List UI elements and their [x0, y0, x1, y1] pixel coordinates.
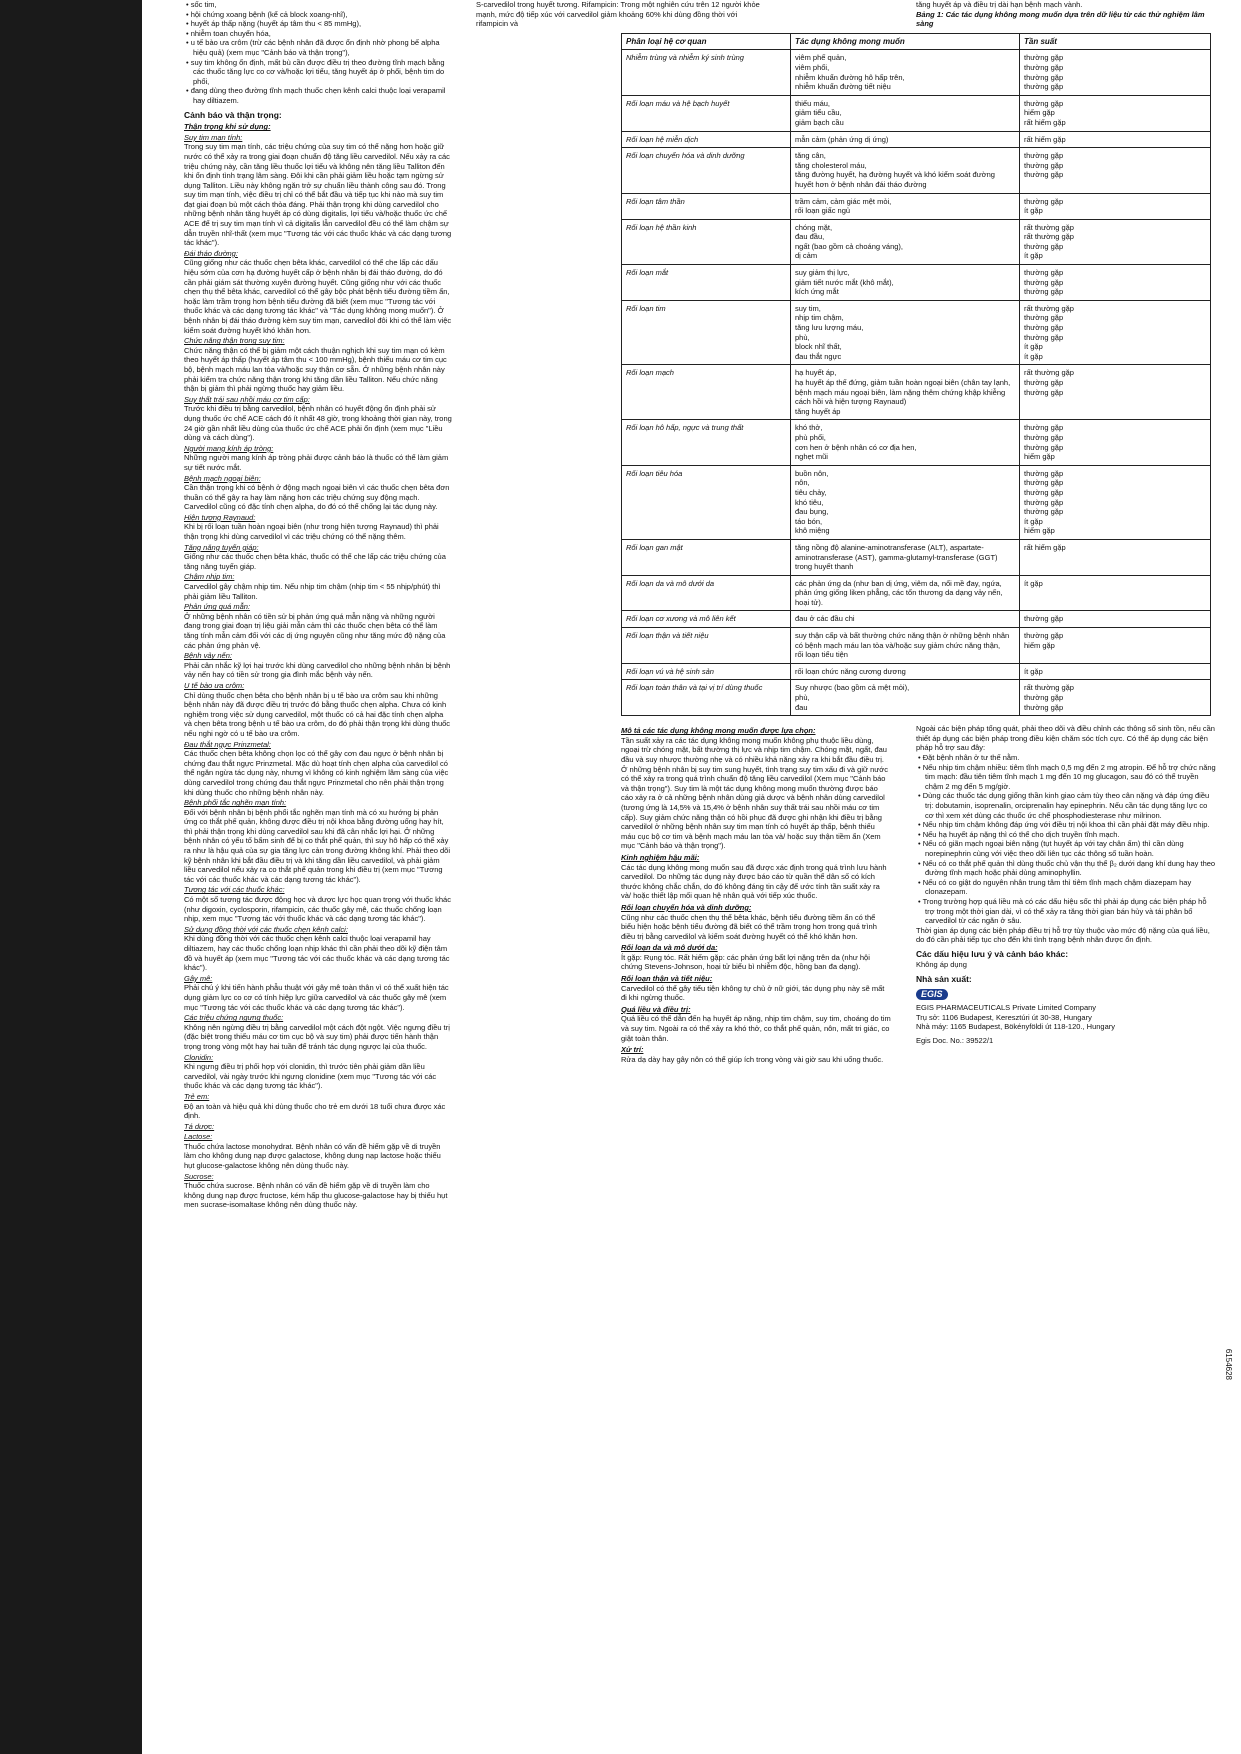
section-text: Thuốc chứa lactose monohydrat. Bệnh nhân có vấn đề hiếm gặp về di truyền làm cho không dung nạp được galactose, không dung nạp lactose hoặc thiếu hụt glucose-galactose không nên dùng thuốc này. — [184, 1141, 441, 1171]
manufacturer-name: EGIS PHARMACEUTICALS Private Limited Company — [916, 1003, 1097, 1013]
effect-cell — [791, 539, 1020, 575]
effect-item: block nhĩ thất, — [795, 342, 842, 352]
frequency-item: thường gặp — [1024, 72, 1064, 82]
section-text: Độ an toàn và hiệu quả khi dùng thuốc cho trẻ em dưới 18 tuổi chưa được xác định. — [184, 1101, 446, 1121]
section-heading: Sucrose: — [184, 1171, 214, 1181]
effect-item: tăng nồng độ alanine-aminotransferase (ALT), aspartate-aminotransferase (AST), gamma-glutamyl-transferase (GGT) trong huyết thanh — [795, 542, 998, 572]
effect-item: trầm cảm, cảm giác mệt mỏi, — [795, 196, 892, 206]
effect-cell — [791, 265, 1020, 301]
effect-cell — [791, 193, 1020, 219]
organ-class-cell: Rối loạn toàn thân và tại vị trí dùng thuốc — [622, 680, 791, 716]
frequency-item: thường gặp — [1024, 497, 1064, 507]
section-text: Khi dùng đồng thời với các thuốc chẹn kênh calci thuộc loại verapamil hay diltiazem, hay các thuốc chống loạn nhịp khác thì cần phải theo dõi kỹ điện tâm đồ và huyết áp (xem mục "Tương tác với các thuốc khác và các dạng tương tác khác"). — [184, 934, 450, 973]
frequency-item: thường gặp — [1024, 268, 1064, 278]
frequency-cell — [1020, 219, 1211, 264]
frequency-item: hiếm gặp — [1024, 526, 1055, 536]
effect-cell — [791, 575, 1020, 611]
contraindication-item: • nhiễm toan chuyển hóa, — [184, 29, 452, 39]
effect-item: nhiễm khuẩn đường tiết niệu — [795, 82, 891, 92]
table-row — [622, 365, 1211, 420]
overdose-measures-list — [916, 753, 1216, 926]
section-heading: Rối loạn thận và tiết niệu: — [621, 974, 713, 984]
effect-cell — [791, 663, 1020, 680]
frequency-item: thường gặp — [1024, 53, 1064, 63]
section-heading: Sử dụng đồng thời với các thuốc chẹn kênh calci: — [184, 924, 348, 934]
effect-cell — [791, 611, 1020, 628]
section-heading: Phản ứng quá mẫn: — [184, 602, 251, 612]
section-heading: Mô tả các tác dụng không mong muốn được lựa chọn: — [621, 726, 816, 736]
section-text: Tần suất xảy ra các tác dụng không mong muốn không phụ thuộc liều dùng, ngoại trừ chóng mặt, bất thường thị lực và nhịp tim chậm. Chóng mặt, ngất, đau đầu và suy nhược thường nhẹ và có nhiều khả năng xảy ra khi bắt đầu điều trị. Ở những bệnh nhân bị suy tim sung huyết, tình trạng suy tim xấu đi và giữ nước có thể xảy ra trong quá trình chuẩn độ tăng liều carvedilol (Xem mục "Cảnh báo và thận trọng"). Suy tim là một tác dụng không mong muốn thường được báo cáo xảy ra ở cả những bệnh nhân dùng giả dược và bệnh nhân dùng carvedilol (tương ứng là 14,5% và 15,4% ở bệnh nhân suy thất trái sau nhồi máu cơ tim cấp). Suy giảm chức năng thận có hồi phục đã được ghi nhận khi điều trị bằng carvedilol ở những bệnh nhân suy tim mạn tính có huyết áp thấp, bệnh thiếu máu cục bộ cơ tim và bệnh mạch máu lan tỏa và/ hoặc suy thận tiềm ẩn (Xem mục "Cảnh báo và thận trọng"). — [621, 735, 888, 851]
section-text: Không nên ngừng điều trị bằng carvedilol một cách đột ngột. Việc ngưng điều trị (đặc biệt trong thiếu máu cơ tim cục bộ và suy tim) phải được tiến hành thận trọng trong vòng một hay hai tuần để tránh tác dụng ngược lại của thuốc. — [184, 1022, 450, 1051]
table-row — [622, 680, 1211, 716]
section-heading: Bệnh phổi tắc nghẽn mạn tính: — [184, 798, 287, 808]
frequency-item: rất thường gặp — [1024, 232, 1074, 242]
effect-item: kích ứng mắt — [795, 287, 839, 297]
left-column — [184, 0, 452, 1210]
effect-item: ngất (bao gồm cả choáng váng), — [795, 241, 903, 251]
organ-class-cell: Rối loạn hệ thần kinh — [622, 219, 791, 264]
frequency-item: rất thường gặp — [1024, 303, 1074, 313]
frequency-item: thường gặp — [1024, 614, 1064, 624]
frequency-item: thường gặp — [1024, 478, 1064, 488]
table-row — [622, 420, 1211, 465]
frequency-item: thường gặp — [1024, 332, 1064, 342]
frequency-item: thường gặp — [1024, 423, 1064, 433]
frequency-item: thường gặp — [1024, 442, 1064, 452]
table-header-row — [622, 33, 1211, 50]
contraindication-item: • huyết áp thấp nặng (huyết áp tâm thu < 85 mmHg), — [184, 19, 452, 29]
table-row — [622, 611, 1211, 628]
section-text: Phải cân nhắc kỹ lợi hại trước khi dùng carvedilol cho những bệnh nhân bị bệnh vảy nến hay có tiền sử trong gia đình mắc bệnh vảy nến. — [184, 660, 451, 680]
effect-cell — [791, 365, 1020, 420]
effect-item: tăng huyết áp — [795, 406, 841, 416]
section-heading: Tương tác với các thuốc khác: — [184, 885, 285, 895]
effect-cell — [791, 219, 1020, 264]
frequency-item: thường gặp — [1024, 631, 1064, 641]
frequency-item: ít gặp — [1024, 206, 1043, 216]
effect-item: tiêu chảy, — [795, 487, 827, 497]
effect-cell — [791, 680, 1020, 716]
right-top-b-text: tăng huyết áp và điều trị dài hạn bệnh mạch vành. — [916, 0, 1083, 9]
effect-item: khó thở, — [795, 423, 823, 433]
organ-class-cell: Nhiễm trùng và nhiễm ký sinh trùng — [622, 50, 791, 95]
section-heading: Rối loạn da và mô dưới da: — [621, 943, 718, 953]
effect-item: đau — [795, 702, 808, 712]
section-heading: Kinh nghiệm hậu mãi: — [621, 852, 700, 862]
section-heading: Clonidin: — [184, 1052, 214, 1062]
bottom-right-text — [916, 724, 1216, 1064]
effect-cell — [791, 465, 1020, 539]
section-text: Đối với bệnh nhân bị bệnh phổi tắc nghẽn mạn tính mà có xu hướng bị phản ứng co thắt phế quản, không được điều trị nội khoa bằng đường uống hay hít, thì phải thận trọng khi dùng carvedilol sau khi đã cân nhắc lợi hại. Ở những bệnh nhân có yếu tố bẩm sinh để bị co thắt phế quản, thì suy hô hấp có thể xảy ra như là hậu quả của sự gia tăng lực cản trong đường không khí. Phải theo dõi kỹ bệnh nhân khi bắt đầu điều trị và khi tăng dần liều carvedilol, và phải giảm liều carvedilol nếu xảy ra co thắt phế quản trong khi điều trị (xem mục "Tương tác với các thuốc khác và các dạng tương tác khác"). — [184, 807, 451, 884]
warnings-subheading: Thận trọng khi sử dụng: — [184, 122, 271, 132]
effect-item: hạ huyết áp thế đứng, giảm tuần hoàn ngoại biên (chân tay lạnh, bệnh mạch máu ngoại biên, làm nặng thêm chứng khập khiễng cách hồi và hiện tượng Raynaud) — [795, 378, 1011, 407]
frequency-item: thường gặp — [1024, 196, 1064, 206]
contraindication-item: • u tế bào ưa crôm (trừ các bệnh nhân đã được ổn định nhờ phong bế alpha hiệu quả) (xem mục "Cảnh báo và thận trọng"), — [184, 38, 452, 57]
rifampicin-text: S-carvedilol trong huyết tương. Rifampicin: Trong một nghiên cứu trên 12 người khỏe mạnh, mức độ tiếp xúc với carvedilol giảm khoảng 60% khi dùng đồng thời với rifampicin và — [476, 0, 760, 29]
other-warnings-text: Không áp dụng — [916, 960, 967, 970]
section-text: Những người mang kính áp tròng phải được cảnh báo là thuốc có thể làm giảm sự tiết nước mắt. — [184, 453, 449, 472]
effect-item: đau bụng, — [795, 507, 829, 517]
frequency-item: thường gặp — [1024, 702, 1064, 712]
effect-item: Suy nhược (bao gồm cả mệt mỏi), — [795, 683, 910, 693]
organ-class-cell: Rối loạn thận và tiết niệu — [622, 628, 791, 664]
section-heading: Suy thất trái sau nhồi máu cơ tim cấp: — [184, 394, 310, 404]
frequency-cell — [1020, 50, 1211, 95]
table-row — [622, 265, 1211, 301]
frequency-item: rất hiếm gặp — [1024, 134, 1066, 144]
contraindication-item: • đang dùng theo đường tĩnh mạch thuốc chẹn kênh calci thuộc loại verapamil hay diltiazem. — [184, 86, 452, 105]
effect-item: viêm phổi, — [795, 62, 830, 72]
right-top-b — [916, 0, 1216, 29]
section-heading: Bệnh mạch ngoại biên: — [184, 473, 261, 483]
section-text: Các tác dụng không mong muốn sau đã được xác định trong quá trình lưu hành carvedilol. Do những tác dụng này được báo cáo từ quần thể dân số có kích thước không chắc chắn, do đó không đáng tin cậy để ước tính tần suất xảy ra và/ hoặc thiết lập mối quan hệ nhân quả với tiếp xúc thuốc. — [621, 862, 887, 901]
scan-dark-edge — [0, 0, 142, 1754]
effect-cell — [791, 50, 1020, 95]
organ-class-cell: Rối loạn mạch — [622, 365, 791, 420]
section-text: Ở những bệnh nhân có tiền sử bị phản ứng quá mẫn nặng và những người đang trong giai đoạn trị liệu giải mẫn cảm thì các thuốc chẹn bêta có thể làm tăng tính mẫn cảm đối với các dị ứng nguyên cũng như tăng mức độ nặng của các phản ứng phản vệ. — [184, 611, 446, 650]
organ-class-cell: Rối loạn tâm thần — [622, 193, 791, 219]
contraindication-list — [184, 0, 452, 106]
frequency-cell — [1020, 575, 1211, 611]
contraindication-item: • suy tim không ổn định, mất bù cần được điều trị theo đường tĩnh mạch bằng các thuốc tăng lực co cơ và/hoặc lợi tiểu, tăng huyết áp ở phổi, bệnh tim do phổi, — [184, 58, 452, 87]
table-row — [622, 663, 1211, 680]
effect-item: đau thắt ngực — [795, 351, 842, 361]
section-heading: Người mang kính áp tròng: — [184, 443, 274, 453]
effect-item: suy tim, — [795, 303, 821, 313]
section-text: Cần thận trọng khi có bệnh ở động mạch ngoại biên vì các thuốc chẹn bêta đơn thuần có thể gây ra hay làm nặng hơn các triệu chứng suy động mạch. Carvedilol cũng có đặc tính chẹn alpha, do đó có thể chống lại tác dụng này. — [184, 483, 450, 512]
effect-item: hạ huyết áp, — [795, 368, 837, 378]
section-heading: Tăng năng tuyến giáp: — [184, 542, 259, 552]
organ-class-cell: Rối loạn cơ xương và mô liên kết — [622, 611, 791, 628]
frequency-item: thường gặp — [1024, 287, 1064, 297]
effect-item: thiếu máu, — [795, 98, 831, 108]
table-row — [622, 219, 1211, 264]
organ-class-cell: Rối loạn tim — [622, 300, 791, 365]
section-text: Các thuốc chẹn bêta không chọn lọc có thể gây cơn đau ngực ở bệnh nhân bị chứng đau thắt ngực Prinzmetal. Mặc dù hoạt tính chẹn alpha của carvedilol có thể ngăn ngừa tác dụng này, nhưng vì không có kinh nghiệm lâm sàng của việc dùng carvedilol trong chứng đau thắt ngực Prinzmetal cho nên phải thận trọng khi dùng thuốc cho những bệnh nhân này. — [184, 749, 449, 797]
overdose-measure-item: • Đặt bệnh nhân ở tư thế nằm. — [916, 753, 1216, 763]
section-heading: Trẻ em: — [184, 1091, 210, 1101]
warnings-heading: Cảnh báo và thận trọng: — [184, 109, 282, 120]
frequency-item: ít gặp — [1024, 351, 1043, 361]
frequency-cell — [1020, 420, 1211, 465]
frequency-item: thường gặp — [1024, 323, 1064, 333]
organ-class-cell: Rối loạn da và mô dưới da — [622, 575, 791, 611]
frequency-cell — [1020, 148, 1211, 193]
section-heading: Gây mê: — [184, 973, 213, 983]
effect-item: rối loạn giấc ngủ — [795, 206, 851, 216]
table-row — [622, 50, 1211, 95]
frequency-item: rất hiếm gặp — [1024, 542, 1066, 552]
right-column — [476, 0, 1216, 1064]
organ-class-cell: Rối loạn gan mật — [622, 539, 791, 575]
section-text: Có một số tương tác được động học và dược lực học quan trọng với thuốc khác (như digoxin, cyclosporin, rifampicin, các thuốc gây mê, các thuốc chống loạn nhịp, xem mục "Tương tác với thuốc khác và các dạng tương tác khác"). — [184, 895, 451, 924]
frequency-cell — [1020, 193, 1211, 219]
overdose-intro: Ngoài các biện pháp tổng quát, phải theo dõi và điều chỉnh các thông số sinh tồn, nếu cần thiết áp dụng các biện pháp trong điều kiện chăm sóc tích cực. Có thể áp dụng các biện pháp hỗ trợ sau đây: — [916, 724, 1215, 753]
frequency-cell — [1020, 265, 1211, 301]
effect-item: tăng cholesterol máu, — [795, 160, 867, 170]
effect-cell — [791, 628, 1020, 664]
frequency-item: ít gặp — [1024, 342, 1043, 352]
frequency-item: hiếm gặp — [1024, 452, 1055, 462]
header-frequency: Tần suất — [1020, 33, 1211, 50]
overdose-measure-item: • Nếu có giãn mạch ngoại biên nặng (tụt huyết áp với tay chân ấm) thì cần dùng norepinephrin cùng với việc theo dõi liên tục các thông số tuần hoàn. — [916, 839, 1216, 858]
frequency-item: thường gặp — [1024, 277, 1064, 287]
section-heading: Đau thắt ngực Prinzmetal: — [184, 739, 271, 749]
effect-item: giảm tiết nước mắt (khô mắt), — [795, 277, 894, 287]
frequency-item: thường gặp — [1024, 693, 1064, 703]
section-text: Trong suy tim mạn tính, các triệu chứng của suy tim có thể nặng hơn hoặc giữ nước có thể xảy ra trong giai đoạn chuẩn độ tăng liều carvedilol. Nếu xảy ra các triệu chứng này, cần tăng liều thuốc lợi tiểu và không nên tăng liều Talliton đến khi ổn định tình trạng lâm sàng. Đôi khi cần phải giảm liều hoặc tạm ngừng sử dụng Talliton. Liều này không ngăn trở sự chuẩn liều thành công sau đó. Trong suy tim mạn tính, việc điều trị chỉ có thể bắt đầu và tiếp tục khi nào mà suy tim đạt giai đoạn bù một cách thỏa đáng. Phải thận trọng khi dùng carvedilol cho những bệnh nhân tăng huyết áp có dùng digitalis, lợi tiểu và/hoặc thuốc ức chế ACE để trị suy tim mạn tính vì cả digitalis lẫn carvedilol đều có thể làm chậm sự dẫn truyền nhĩ-thất (xem mục "Tương tác với các thuốc khác và các dạng tương tác khác"). — [184, 142, 452, 248]
effect-cell — [791, 95, 1020, 131]
section-heading: Suy tim mạn tính: — [184, 132, 243, 142]
section-text: Rửa dạ dày hay gây nôn có thể giúp ích trong vòng vài giờ sau khi uống thuốc. — [621, 1054, 884, 1064]
section-text: Quá liều có thể dẫn đến hạ huyết áp nặng, nhịp tim chậm, suy tim, choáng do tim và suy tim. Ngoài ra có thể xảy ra khó thở, co thắt phế quản, nôn, mất tri giác, co giật toàn thân. — [621, 1014, 891, 1043]
effect-item: tăng đường huyết, hạ đường huyết và khó kiểm soát đường huyết hơn ở bệnh nhân đái tháo đường — [795, 170, 995, 189]
leaflet-page — [142, 0, 1241, 1754]
effect-item: giảm bạch cầu — [795, 117, 844, 127]
frequency-item: thường gặp — [1024, 432, 1064, 442]
frequency-item: hiếm gặp — [1024, 108, 1055, 118]
effect-item: nghẹt mũi — [795, 452, 828, 462]
frequency-item: rất thường gặp — [1024, 683, 1074, 693]
frequency-item: ít gặp — [1024, 516, 1043, 526]
overdose-measure-item: • Nếu nhịp tim chậm không đáp ứng với điều trị nội khoa thì cần phải đặt máy điều nhịp. — [916, 820, 1216, 830]
overdose-measure-item: • Nếu nhịp tim chậm nhiều: tiêm tĩnh mạch 0,5 mg đến 2 mg atropin. Để hỗ trợ chức năng tim mạch: đầu tiên tiêm tĩnh mạch 1 mg đến 10 mg glucagon, sau đó có thể truyền chậm 2 mg đến 5 mg/giờ. — [916, 763, 1216, 792]
effect-item: dị cảm — [795, 251, 818, 261]
table-row — [622, 148, 1211, 193]
section-text: Carvedilol có thể gây tiểu tiện không tự chủ ở nữ giới, tác dụng phụ này sẽ mất đi khi ngừng thuốc. — [621, 983, 885, 1003]
adverse-effects-table — [621, 33, 1211, 716]
section-heading: Rối loạn chuyển hóa và dinh dưỡng: — [621, 902, 752, 912]
header-organ: Phân loại hệ cơ quan — [622, 33, 791, 50]
effect-item: chóng mặt, — [795, 222, 833, 232]
effect-item: mẫn cảm (phản ứng dị ứng) — [795, 134, 889, 144]
effect-item: suy giảm thị lực, — [795, 268, 850, 278]
frequency-cell — [1020, 611, 1211, 628]
table-title: Bảng 1: Các tác dụng không mong muốn dựa trên dữ liệu từ các thử nghiệm lâm sàng — [916, 9, 1205, 29]
other-warnings-heading: Các dấu hiệu lưu ý và cảnh báo khác: — [916, 948, 1069, 959]
frequency-item: thường gặp — [1024, 468, 1064, 478]
right-top — [476, 0, 1216, 29]
frequency-item: rất hiếm gặp — [1024, 117, 1066, 127]
section-heading: Hiện tượng Raynaud: — [184, 512, 256, 522]
frequency-cell — [1020, 131, 1211, 148]
right-bottom — [476, 724, 1216, 1064]
table-row — [622, 131, 1211, 148]
effect-item: các phản ứng da (như ban dị ứng, viêm da, nổi mề đay, ngứa, phản ứng giống liken phẳng, các tổn thương da dạng vảy nến, hoại tử). — [795, 578, 1003, 607]
effect-cell — [791, 131, 1020, 148]
overdose-measure-item: • Trong trường hợp quá liều mà có các dấu hiệu sốc thì phải áp dụng các biện pháp hỗ trợ trong một thời gian dài, vì có thể xảy ra tăng thời gian bán hủy và tái phân bố carvedilol từ các ngăn ở sâu. — [916, 897, 1216, 926]
overdose-after: Thời gian áp dụng các biện pháp điều trị hỗ trợ tùy thuộc vào mức độ nặng của quá liều, do đó cần phải tiếp tục cho đến khi tình trạng bệnh nhân được ổn định. — [916, 925, 1210, 945]
section-text: Chức năng thận có thể bị giảm một cách thuận nghịch khi suy tim mạn có kèm theo huyết áp thấp (huyết áp tâm thu < 100 mmHg), bệnh thiếu máu cơ tim cục bộ, bệnh mạch máu lan tỏa và/hoặc suy thận cơ sẵn. Ở những bệnh nhân này phải kiểm tra chức năng thận trong khi tăng dần liều Talliton. Nếu chức năng thận bị giảm thì phải ngừng thuốc hay giảm liều. — [184, 345, 447, 394]
frequency-cell — [1020, 465, 1211, 539]
frequency-item: ít gặp — [1024, 251, 1043, 261]
effect-item: phù, — [795, 332, 810, 342]
organ-class-cell: Rối loạn hô hấp, ngực và trung thất — [622, 420, 791, 465]
effect-item: viêm phế quản, — [795, 53, 847, 63]
frequency-item: thường gặp — [1024, 387, 1064, 397]
organ-class-cell: Rối loạn chuyển hóa và dinh dưỡng — [622, 148, 791, 193]
overdose-measure-item: • Nếu hạ huyết áp nặng thì có thể cho dịch truyền tĩnh mạch. — [916, 830, 1216, 840]
frequency-cell — [1020, 365, 1211, 420]
effect-item: tăng lưu lượng máu, — [795, 323, 864, 333]
table-row — [622, 575, 1211, 611]
frequency-item: thường gặp — [1024, 170, 1064, 180]
organ-class-cell: Rối loạn mắt — [622, 265, 791, 301]
effect-item: giảm tiểu cầu, — [795, 108, 842, 118]
table-row — [622, 300, 1211, 365]
table-row — [622, 193, 1211, 219]
frequency-item: thường gặp — [1024, 507, 1064, 517]
section-text: Carvedilol gây chậm nhịp tim. Nếu nhịp tim chậm (nhịp tim < 55 nhịp/phút) thì phải giảm liều Talliton. — [184, 582, 441, 601]
section-heading: Xử trí: — [621, 1045, 644, 1055]
manufacturer-heading: Nhà sản xuất: — [916, 974, 972, 985]
bottom-left-text — [621, 724, 891, 1064]
effect-item: tăng cân, — [795, 151, 826, 161]
effect-item: buồn nôn, — [795, 468, 829, 478]
section-text: Phải chú ý khi tiến hành phẫu thuật với gây mê toàn thân vì có thể xuất hiện tác dụng giảm lực co cơ có tính hiệp lực giữa carvedilol và các thuốc gây mê (xem mục "Tương tác với các thuốc khác và các dạng tương tác khác"). — [184, 983, 449, 1012]
egis-logo: EGIS — [916, 989, 948, 1001]
frequency-item: ít gặp — [1024, 666, 1043, 676]
manufacturer-hq: Trụ sở: 1106 Budapest, Keresztúri út 30-38, Hungary — [916, 1012, 1092, 1022]
section-heading: Bệnh vảy nến: — [184, 651, 232, 661]
section-heading: Quá liều và điều trị: — [621, 1004, 691, 1014]
effect-item: rối loạn tiểu tiện — [795, 650, 848, 660]
overdose-measure-item: • Nếu có co giật do nguyên nhân trung tâm thì tiêm tĩnh mạch chậm diazepam hay clonazepam. — [916, 878, 1216, 897]
effect-item: táo bón, — [795, 516, 823, 526]
doc-number: Egis Doc. No.: 39522/1 — [916, 1036, 994, 1046]
table-row — [622, 539, 1211, 575]
effect-item: phù phổi, — [795, 432, 826, 442]
contraindication-item: • sốc tim, — [184, 0, 452, 10]
section-heading: Chức năng thận trong suy tim: — [184, 336, 285, 346]
contraindication-item: • hội chứng xoang bệnh (kể cả block xoang-nhĩ), — [184, 10, 452, 20]
effect-item: nhiễm khuẩn đường hô hấp trên, — [795, 72, 905, 82]
effect-item: rối loạn chức năng cương dương — [795, 666, 906, 676]
frequency-item: thường gặp — [1024, 98, 1064, 108]
section-text: Trước khi điều trị bằng carvedilol, bệnh nhân có huyết động ổn định phải sử dụng thuốc ức chế ACE cách đó ít nhất 48 giờ, trong khoảng thời gian này, trong 24 giờ gần nhất liều dùng của thuốc ức chế ACE phải ổn định (xem mục "Liều dùng và cách dùng"). — [184, 404, 452, 443]
section-heading: Lactose: — [184, 1132, 213, 1142]
effect-cell — [791, 420, 1020, 465]
frequency-cell — [1020, 539, 1211, 575]
frequency-item: thường gặp — [1024, 241, 1064, 251]
section-heading: U tế bào ưa crôm: — [184, 680, 245, 690]
effect-cell — [791, 148, 1020, 193]
section-text: Khi bị rối loạn tuần hoàn ngoại biên (như trong hiện tượng Raynaud) thì phải thận trọng khi dùng carvedilol vì các triệu chứng có thể nặng thêm. — [184, 522, 439, 542]
effect-item: cơn hen ở bệnh nhân có cơ địa hen, — [795, 442, 917, 452]
frequency-item: thường gặp — [1024, 62, 1064, 72]
section-text: Ít gặp: Rụng tóc. Rất hiếm gặp: các phản ứng bất lợi nặng trên da (như hội chứng Stevens-Johnson, hoại tử biểu bì nhiễm độc, hồng ban đa dạng). — [621, 952, 870, 972]
organ-class-cell: Rối loạn hệ miễn dịch — [622, 131, 791, 148]
section-heading: Đái tháo đường: — [184, 248, 238, 258]
organ-class-cell: Rối loạn máu và hệ bạch huyết — [622, 95, 791, 131]
effect-item: đau đầu, — [795, 232, 825, 242]
side-code: 6154628 — [1224, 1348, 1233, 1380]
frequency-cell — [1020, 628, 1211, 664]
effect-cell — [791, 300, 1020, 365]
overdose-measure-item: • Nếu có co thắt phế quản thì dùng thuốc chủ vận thụ thể β₂ dưới dạng khí dung hay theo đường tĩnh mạch hoặc phải dùng aminophyllin. — [916, 859, 1216, 878]
table-row — [622, 465, 1211, 539]
effect-item: suy thận cấp và bất thường chức năng thận ở những bệnh nhân có bệnh mạch máu lan tỏa và/hoặc suy giảm chức năng thận, — [795, 631, 1010, 650]
frequency-item: thường gặp — [1024, 160, 1064, 170]
frequency-item: hiếm gặp — [1024, 640, 1055, 650]
organ-class-cell: Rối loạn tiêu hóa — [622, 465, 791, 539]
section-text: Khi ngưng điều trị phối hợp với clonidin, thì trước tiên phải giảm dần liều carvedilol, vài ngày trước khi ngưng clonidine (xem mục "Tương tác với các thuốc khác và các dạng tương tác khác"). — [184, 1062, 437, 1091]
frequency-item: thường gặp — [1024, 487, 1064, 497]
header-effect: Tác dụng không mong muốn — [791, 33, 1020, 50]
frequency-item: thường gặp — [1024, 313, 1064, 323]
effect-item: khô miệng — [795, 526, 830, 536]
frequency-item: thường gặp — [1024, 82, 1064, 92]
manufacturer-factory: Nhà máy: 1165 Budapest, Bökényföldi út 118-120., Hungary — [916, 1022, 1116, 1032]
section-text: Thuốc chứa sucrose. Bệnh nhân có vấn đề hiếm gặp về di truyền làm cho không dung nạp được fructose, kém hấp thu glucose-galactose hay bị thiếu hụt men sucrase-isomaltase không nên dùng thuốc này. — [184, 1181, 448, 1210]
section-text: Cũng như các thuốc chẹn thụ thể bêta khác, bệnh tiểu đường tiềm ẩn có thể biểu hiện hoặc bệnh tiểu đường đã biết có thể trầm trọng hơn trong quá trình điều trị bằng carvedilol và kiểm soát đường huyết có thể khó khăn hơn. — [621, 912, 877, 941]
effect-item: nôn, — [795, 478, 810, 488]
frequency-item: rất thường gặp — [1024, 222, 1074, 232]
table-row — [622, 628, 1211, 664]
section-text: Chỉ dùng thuốc chẹn bêta cho bệnh nhân bị u tế bào ưa crôm sau khi những bệnh nhân này đã được điều trị trước đó bằng thuốc chẹn alpha. Chưa có kinh nghiệm trong việc sử dụng carvedilol, một thuốc có cả hai đặc tính chẹn alpha và chẹn bêta trong bệnh u tế bào ưa crôm, do đó phải thận trọng khi dùng thuốc nếu nghi ngờ có u tế bào ưa crôm. — [184, 690, 451, 738]
section-text: Cũng giống như các thuốc chẹn bêta khác, carvedilol có thể che lấp các dấu hiệu sớm của cơn hạ đường huyết cấp ở bệnh nhân bị đái tháo đường, do đó cần phải giám sát thường xuyên đường huyết. Cũng giống như với các thuốc chẹn thụ thể bêta khác, carvedilol có thể gây bộc phát bệnh tiểu đường tiềm ẩn, hoặc làm trầm trọng hơn bệnh tiểu đường đã biết (xem mục "Tương tác với thuốc khác và các dạng tương tác khác" và "Tác dụng không mong muốn"). Ở bệnh nhân bị đái tháo đường kèm suy tim mạn, carvedilol đôi khi có thể làm việc kiểm soát đường huyết khó khăn hơn. — [184, 258, 452, 335]
frequency-item: rất thường gặp — [1024, 368, 1074, 378]
effect-item: khó tiêu, — [795, 497, 824, 507]
table-row — [622, 95, 1211, 131]
effect-item: nhịp tim chậm, — [795, 313, 844, 323]
section-heading: Tá dược: — [184, 1121, 215, 1131]
section-heading: Chậm nhịp tim: — [184, 572, 235, 582]
frequency-cell — [1020, 300, 1211, 365]
frequency-item: thường gặp — [1024, 378, 1064, 387]
frequency-cell — [1020, 663, 1211, 680]
frequency-item: ít gặp — [1024, 578, 1043, 588]
organ-class-cell: Rối loạn vú và hệ sinh sản — [622, 663, 791, 680]
effect-item: đau ở các đầu chi — [795, 614, 855, 624]
frequency-item: thường gặp — [1024, 151, 1064, 161]
section-text: Giống như các thuốc chẹn bêta khác, thuốc có thể che lấp các triệu chứng của tăng năng tuyến giáp. — [184, 552, 446, 571]
warnings-sections — [184, 133, 452, 1210]
overdose-measure-item: • Dùng các thuốc tác dụng giống thần kinh giao cảm tùy theo cân nặng và đáp ứng điều trị: dobutamin, isoprenalin, orciprenalin hay epinephrin. Nếu cần tác dụng tăng lực co cơ thì xem xét dùng các thuốc ức chế phosphodiesterase như milrinon. — [916, 791, 1216, 820]
section-heading: Các triệu chứng ngưng thuốc: — [184, 1013, 284, 1023]
frequency-cell — [1020, 95, 1211, 131]
frequency-cell — [1020, 680, 1211, 716]
effect-item: phù, — [795, 693, 810, 703]
